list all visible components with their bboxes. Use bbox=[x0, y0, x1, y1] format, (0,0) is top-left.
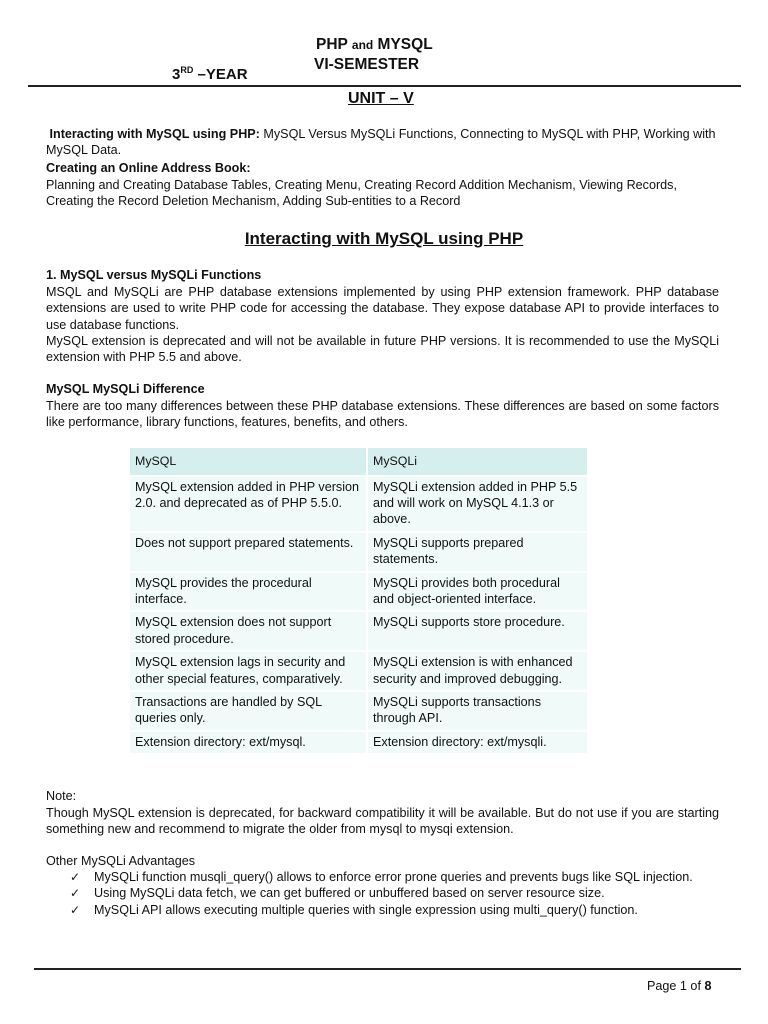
table-cell: MySQLi extension added in PHP 5.5 and will work on MySQL 4.1.3 or above. bbox=[367, 476, 587, 532]
course-title-and: and bbox=[351, 38, 374, 52]
note-text: Though MySQL extension is deprecated, for backward compatibility it will be available. But do not use if you are starting something new and recommend to migrate the older from mysql to mysqi extension. bbox=[46, 806, 719, 837]
table-header-row bbox=[130, 448, 587, 476]
page-number: Page 1 of 8 bbox=[647, 979, 712, 993]
table-cell: MySQL extension added in PHP version 2.0. and deprecated as of PHP 5.5.0. bbox=[130, 476, 367, 532]
table-row bbox=[130, 731, 587, 753]
course-title: PHP and MYSQL bbox=[316, 36, 433, 53]
table-row bbox=[130, 532, 587, 572]
table-row bbox=[130, 572, 587, 612]
part1-paragraph-1: MSQL and MySQLi are PHP database extensions implemented by using PHP extension framework. PHP database extensions are used to write PHP code for accessing the database. They expose database API to provide interfaces to use database functions. bbox=[46, 285, 719, 332]
advantages-title: Other MySQLi Advantages bbox=[46, 854, 196, 868]
table-cell: MySQL extension does not support stored procedure. bbox=[130, 611, 367, 651]
checkmark-icon: ✓ bbox=[70, 902, 81, 917]
comparison-table bbox=[130, 448, 587, 753]
year-label: 3RD –YEAR bbox=[172, 65, 248, 83]
note-label: Note: bbox=[46, 789, 77, 803]
table-cell: MySQLi supports transactions through API. bbox=[367, 691, 587, 731]
syllabus-subtopic-list: Planning and Creating Database Tables, Creating Menu, Creating Record Addition Mechanism, Viewing Records, Creating the Record Deletion Mechanism, Adding Sub-entities to a Record bbox=[46, 178, 677, 209]
list-item: ✓ MySQLi function musqli_query() allows to enforce error prone queries and prevents bugs like SQL injection. bbox=[70, 870, 693, 884]
footer-divider bbox=[34, 968, 741, 970]
table-cell: MySQLi provides both procedural and object-oriented interface. bbox=[367, 572, 587, 612]
section-title: Interacting with MySQL using PHP bbox=[244, 229, 524, 248]
list-item: ✓ MySQLi API allows executing multiple queries with single expression using multi_query() function. bbox=[70, 902, 638, 917]
table-cell: MySQLi supports prepared statements. bbox=[367, 532, 587, 572]
table-cell: MySQLi supports store procedure. bbox=[367, 611, 587, 651]
table-cell: Extension directory: ext/mysqli. bbox=[367, 731, 587, 753]
table-cell: Does not support prepared statements. bbox=[130, 532, 367, 572]
table-header-mysqli: MySQLi bbox=[367, 448, 587, 476]
table-row bbox=[130, 476, 587, 532]
advantages-list bbox=[46, 869, 719, 918]
table-cell: MySQL extension lags in security and other special features, comparatively. bbox=[130, 651, 367, 691]
part1-heading: 1. MySQL versus MySQLi Functions bbox=[46, 268, 262, 282]
difference-heading: MySQL MySQLi Difference bbox=[46, 382, 205, 396]
part1-paragraph-2: MySQL extension is deprecated and will not be available in future PHP versions. It is recommended to use the MySQLi extension with PHP 5.5 and above. bbox=[46, 334, 719, 365]
semester-label: VI-SEMESTER bbox=[314, 56, 420, 73]
syllabus-subtopic-heading: Creating an Online Address Book: bbox=[46, 161, 251, 175]
header-divider bbox=[28, 85, 741, 87]
table-row bbox=[130, 691, 587, 731]
table-cell: MySQLi extension is with enhanced security and improved debugging. bbox=[367, 651, 587, 691]
table-cell: Extension directory: ext/mysql. bbox=[130, 731, 367, 753]
checkmark-icon: ✓ bbox=[70, 870, 81, 884]
table-row bbox=[130, 611, 587, 651]
difference-paragraph: There are too many differences between these PHP database extensions. These differences are based on some factors like performance, library functions, features, benefits, and others. bbox=[46, 399, 719, 430]
table-header-mysql: MySQL bbox=[130, 448, 367, 476]
table-cell: Transactions are handled by SQL queries only. bbox=[130, 691, 367, 731]
table-cell: MySQL provides the procedural interface. bbox=[130, 572, 367, 612]
list-item: ✓ Using MySQLi data fetch, we can get buffered or unbuffered based on server resource size. bbox=[70, 886, 605, 901]
unit-heading: UNIT – V bbox=[348, 90, 414, 107]
checkmark-icon: ✓ bbox=[70, 886, 81, 901]
table-row bbox=[130, 651, 587, 691]
syllabus-topic: Interacting with MySQL using PHP: MySQL Versus MySQLi Functions, Connecting to MySQL with PHP, Working with MySQL Data. bbox=[46, 127, 716, 158]
